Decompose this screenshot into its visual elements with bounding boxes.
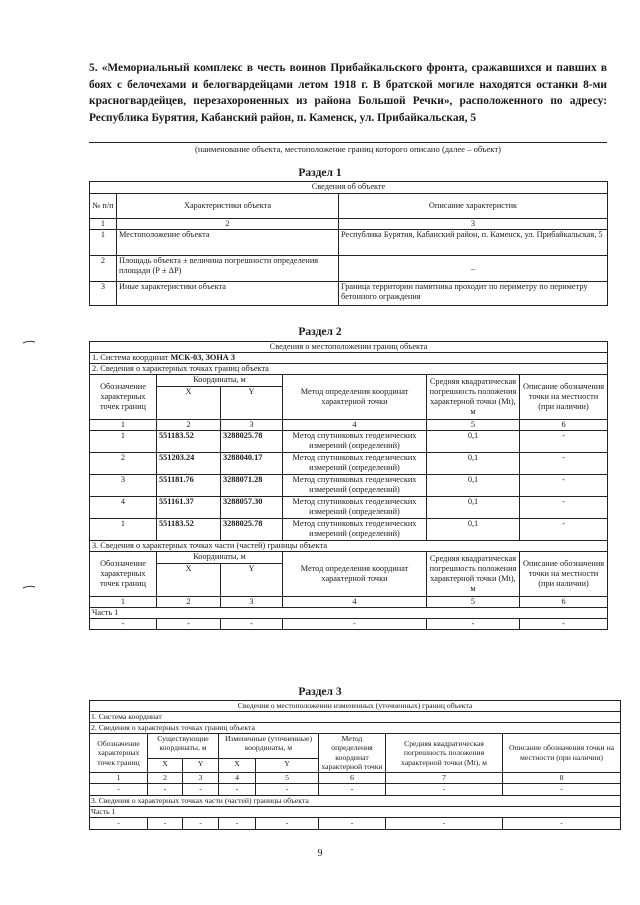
point-desc: - [520,519,608,541]
object-caption: (наименование объекта, местоположение границ которого описано (далее – объект) [89,142,607,154]
header-desc: Описание обозначения точки на местности (при наличии) [520,552,608,597]
cell: - [219,817,256,829]
header-x: X [157,387,221,420]
col-number: 2 [148,772,183,783]
cell: - [386,817,503,829]
section1-title: Раздел 1 [298,167,342,179]
col-number: 3 [339,219,608,230]
coord-system [90,353,608,364]
margin-mark [22,339,36,345]
cell: - [183,783,219,795]
table-row [90,453,608,475]
point-error: 0,1 [427,475,520,497]
row-name: Местоположение объекта [117,230,339,256]
section1-subtitle: Сведения об объекте [90,182,608,194]
table-row [90,817,621,829]
parts-title: 3. Сведения о характерных точках части (частей) границы объекта [90,795,621,806]
header-changed: Измененные (уточненные) координаты, м [219,734,319,759]
point-error: 0,1 [427,519,520,541]
cell: - [219,783,256,795]
point-y: 3288025.78 [221,519,283,541]
header-x: X [148,758,183,772]
point-number: 4 [90,497,157,519]
header-desc: Описание обозначения точки на местности (при наличии) [503,734,621,773]
table-row [90,619,608,630]
header-method: Метод определения координат характерной точки [319,734,386,773]
header-y: Y [256,758,319,772]
col-number: 2 [117,219,339,230]
point-method: Метод спутниковых геодезических измерений (определений) [283,431,427,453]
col-number: 6 [520,597,608,608]
header-coords: Координаты, м [157,375,283,387]
col-number: 1 [90,420,157,431]
point-number: 2 [90,453,157,475]
cell: - [503,817,621,829]
section3-title: Раздел 3 [298,686,342,698]
header-error: Средняя квадратическая погрешность положения характерной точки (Мt), м [427,552,520,597]
header-desc: Описание обозначения точки на местности (при наличии) [520,375,608,420]
table-row [90,431,608,453]
point-number: 3 [90,475,157,497]
cell: - [283,619,427,630]
cell: - [221,619,283,630]
table-row [90,783,621,795]
header-designation: Обозначение характерных точек границ [90,734,148,773]
col-number: 1 [90,597,157,608]
point-error: 0,1 [427,497,520,519]
coord-system-label: 1. Система координат [92,353,171,362]
row-name: Площадь объекта ± величина погрешности определения площади (Р ± ΔР) [117,256,339,282]
point-x: 551183.52 [157,431,221,453]
point-desc: - [520,497,608,519]
header-y: Y [221,564,283,597]
section2-subtitle: Сведения о местоположении границ объекта [90,342,608,353]
row-description: – [339,256,608,282]
coord-system: 1. Система координат [90,712,621,723]
point-y: 3288040.17 [221,453,283,475]
point-desc: - [520,453,608,475]
header-designation: Обозначение характерных точек границ [90,375,157,420]
header-error: Средняя квадратическая погрешность положения характерной точки (Мt), м [386,734,503,773]
header-y: Y [183,758,219,772]
header-error: Средняя квадратическая погрешность положения характерной точки (Мt), м [427,375,520,420]
col-number: 3 [183,772,219,783]
page-number: 9 [317,848,323,859]
col-number: 2 [157,597,221,608]
header-designation: Обозначение характерных точек границ [90,552,157,597]
table-row [90,256,608,282]
cell: - [256,817,319,829]
cell: - [90,817,148,829]
point-desc: - [520,431,608,453]
point-method: Метод спутниковых геодезических измерений (определений) [283,453,427,475]
header-coords: Координаты, м [157,552,283,564]
cell: - [157,619,221,630]
point-y: 3288057.30 [221,497,283,519]
cell: - [183,817,219,829]
section3-subtitle: Сведения о местоположении измененных (уточненных) границ объекта [90,701,621,712]
point-x: 551203.24 [157,453,221,475]
point-number: 1 [90,519,157,541]
part-label: Часть 1 [90,608,608,619]
col-number: 3 [221,420,283,431]
col-number: 6 [319,772,386,783]
section2-title: Раздел 2 [298,326,342,338]
cell: - [148,817,183,829]
col-number: 4 [283,420,427,431]
parts-title: 3. Сведения о характерных точках части (частей) границы объекта [90,541,608,552]
table-row [90,475,608,497]
cell: - [520,619,608,630]
col-number: 1 [90,219,117,230]
col-number: 2 [157,420,221,431]
header-number: № п/п [90,194,117,219]
row-number: 2 [90,256,117,282]
section1-table [89,181,608,306]
col-number: 8 [503,772,621,783]
table-row [90,519,608,541]
cell: - [386,783,503,795]
row-number: 1 [90,230,117,256]
col-number: 7 [386,772,503,783]
part-label: Часть 1 [90,806,621,817]
col-number: 4 [283,597,427,608]
row-description: Граница территории памятника проходит по периметру по периметру бетонного ограждения [339,282,608,306]
point-number: 1 [90,431,157,453]
points-title: 2. Сведения о характерных точках границ объекта [90,723,621,734]
point-error: 0,1 [427,431,520,453]
object-heading: 5. «Мемориальный комплекс в честь воинов Прибайкальского фронта, сражавшихся и павших в боях с белочехами и белогвардейцами летом 1918 г. В братской могиле находятся останки 8-ми красногвардейцев, перезахороненных из района Большой Речки», расположенного по адресу: Республика Бурятия, Кабанский район, п. Каменск, ул. Прибайкальская, 5 [89,62,607,124]
cell: - [319,783,386,795]
point-error: 0,1 [427,453,520,475]
section2-table [89,341,608,630]
margin-mark [22,584,36,590]
header-x: X [219,758,256,772]
header-description: Описание характеристик [339,194,608,219]
point-y: 3288071.28 [221,475,283,497]
header-characteristics: Характеристики объекта [117,194,339,219]
point-method: Метод спутниковых геодезических измерений (определений) [283,497,427,519]
cell: - [90,619,157,630]
point-y: 3288025.78 [221,431,283,453]
header-method: Метод определения координат характерной точки [283,552,427,597]
header-x: X [157,564,221,597]
col-number: 6 [520,420,608,431]
coord-system-value: МСК-03, ЗОНА 3 [170,353,235,362]
col-number: 5 [427,420,520,431]
section3-table [89,700,621,830]
points-title: 2. Сведения о характерных точках границ объекта [90,364,608,375]
col-number: 5 [256,772,319,783]
col-number: 5 [427,597,520,608]
header-method: Метод определения координат характерной точки [283,375,427,420]
col-number: 3 [221,597,283,608]
table-row [90,497,608,519]
cell: - [427,619,520,630]
point-x: 551161.37 [157,497,221,519]
header-y: Y [221,387,283,420]
row-description: Республика Бурятия, Кабанский район, п. Каменск, ул. Прибайкальская, 5 [339,230,608,256]
point-method: Метод спутниковых геодезических измерений (определений) [283,475,427,497]
row-name: Иные характеристики объекта [117,282,339,306]
cell: - [256,783,319,795]
table-row [90,230,608,256]
col-number: 1 [90,772,148,783]
cell: - [148,783,183,795]
point-desc: - [520,475,608,497]
cell: - [503,783,621,795]
cell: - [319,817,386,829]
point-x: 551183.52 [157,519,221,541]
col-number: 4 [219,772,256,783]
table-row [90,282,608,306]
point-x: 551181.76 [157,475,221,497]
cell: - [90,783,148,795]
header-existing: Существующие координаты, м [148,734,219,759]
row-number: 3 [90,282,117,306]
point-method: Метод спутниковых геодезических измерений (определений) [283,519,427,541]
